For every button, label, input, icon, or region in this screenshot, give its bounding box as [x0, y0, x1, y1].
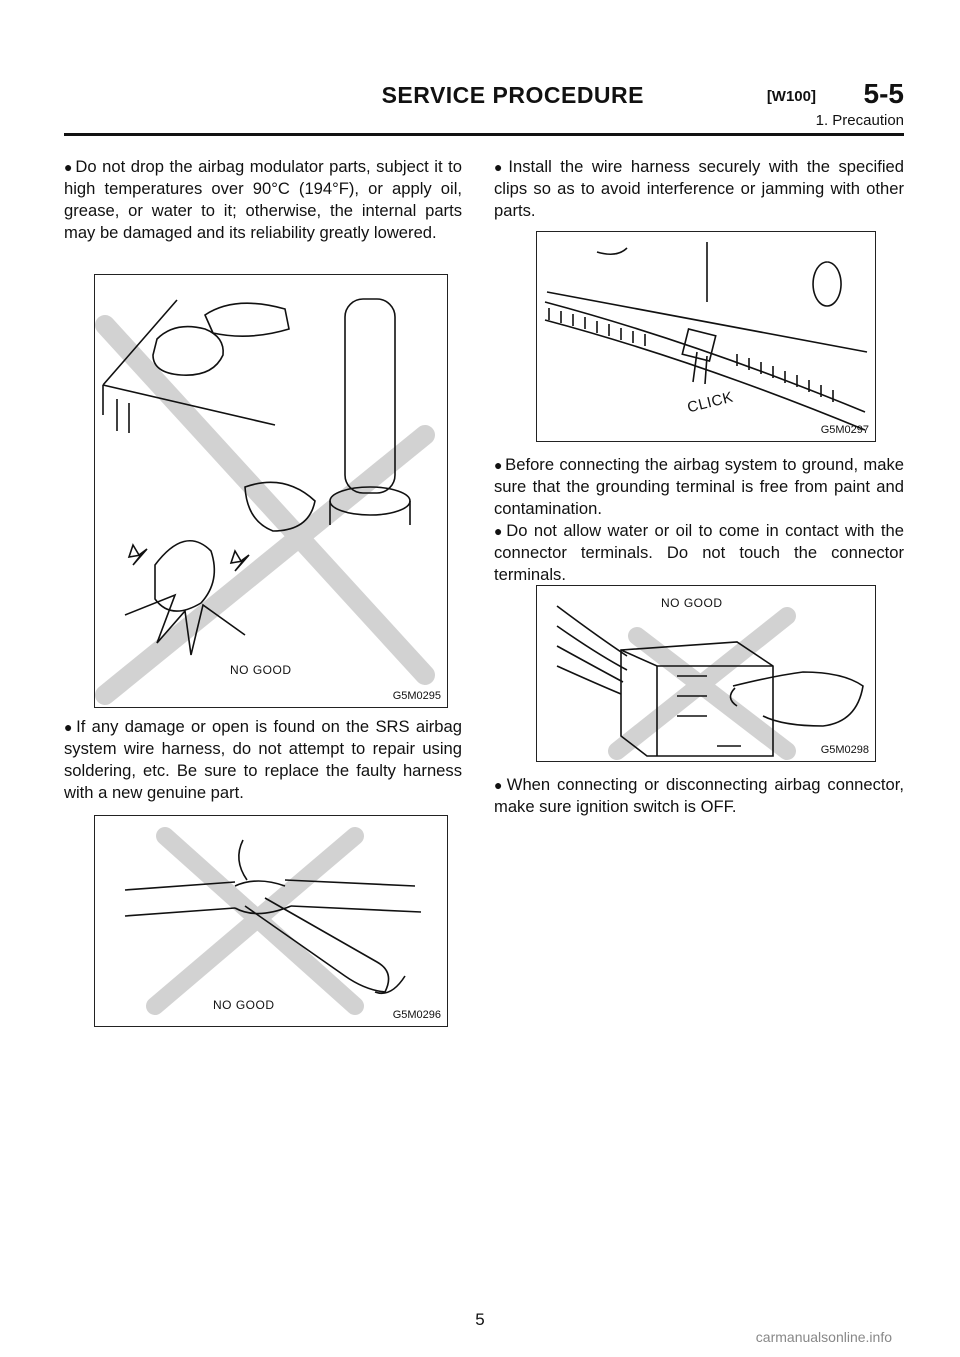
bullet-ignition-off: ● When connecting or disconnecting airbag connector, make sure ignition switch is OFF. [494, 775, 904, 816]
bullet-connector-terminals: ● Do not allow water or oil to come in contact with the connector terminals. Do not touch the connector terminals. [494, 521, 904, 584]
bullet-icon: ● [494, 777, 505, 793]
bullet-install-harness: ● Install the wire harness securely with the specified clips so as to avoid interference or jamming with other parts. [494, 157, 904, 220]
figure-g5m0295 [94, 274, 448, 708]
bullet-icon: ● [494, 457, 504, 473]
figure-caption: G5M0296 [392, 1009, 441, 1021]
figure-g5m0297 [536, 231, 876, 442]
page-header [64, 80, 904, 138]
page-number: 5 [475, 1310, 485, 1329]
bullet-icon: ● [494, 159, 507, 175]
soldering-no-good-illustration [95, 816, 447, 1026]
figure-caption: G5M0297 [820, 424, 869, 436]
connector-touch-illustration [537, 586, 875, 761]
bullet-icon: ● [494, 523, 505, 539]
bullet-wire-harness-repair: ● If any damage or open is found on the SRS airbag system wire harness, do not attempt to repair using soldering, etc. Be sure to replace the faulty harness with a new genuine part. [64, 717, 462, 802]
figure-g5m0296 [94, 815, 448, 1027]
bullet-icon: ● [64, 719, 75, 735]
figure-caption: G5M0295 [392, 690, 441, 702]
header-title: SERVICE PROCEDURE [381, 82, 644, 108]
header-subtitle: 1. Precaution [815, 112, 904, 129]
bullet-airbag-handling: ● Do not drop the airbag modulator parts, subject it to high temperatures over 90°C (194°F), or apply oil, grease, or water to it; otherwise, the internal parts may be damaged and its reliability greatly lowered. [64, 157, 462, 242]
header-rule [64, 133, 904, 136]
figure-label: CLICK [685, 388, 736, 417]
bullet-icon: ● [64, 159, 74, 175]
figure-label: NO GOOD [213, 998, 275, 1012]
header-code: [W100] [766, 88, 816, 105]
figure-label: NO GOOD [230, 663, 292, 677]
airbag-no-good-illustration [95, 275, 447, 707]
figure-label: NO GOOD [661, 596, 723, 610]
bullet-grounding: ● Before connecting the airbag system to ground, make sure that the grounding terminal is free from paint and contamination. [494, 455, 904, 518]
watermark: carmanualsonline.info [755, 1329, 892, 1345]
figure-caption: G5M0298 [820, 744, 869, 756]
section-number: 5-5 [863, 78, 904, 109]
figure-g5m0298 [536, 585, 876, 762]
